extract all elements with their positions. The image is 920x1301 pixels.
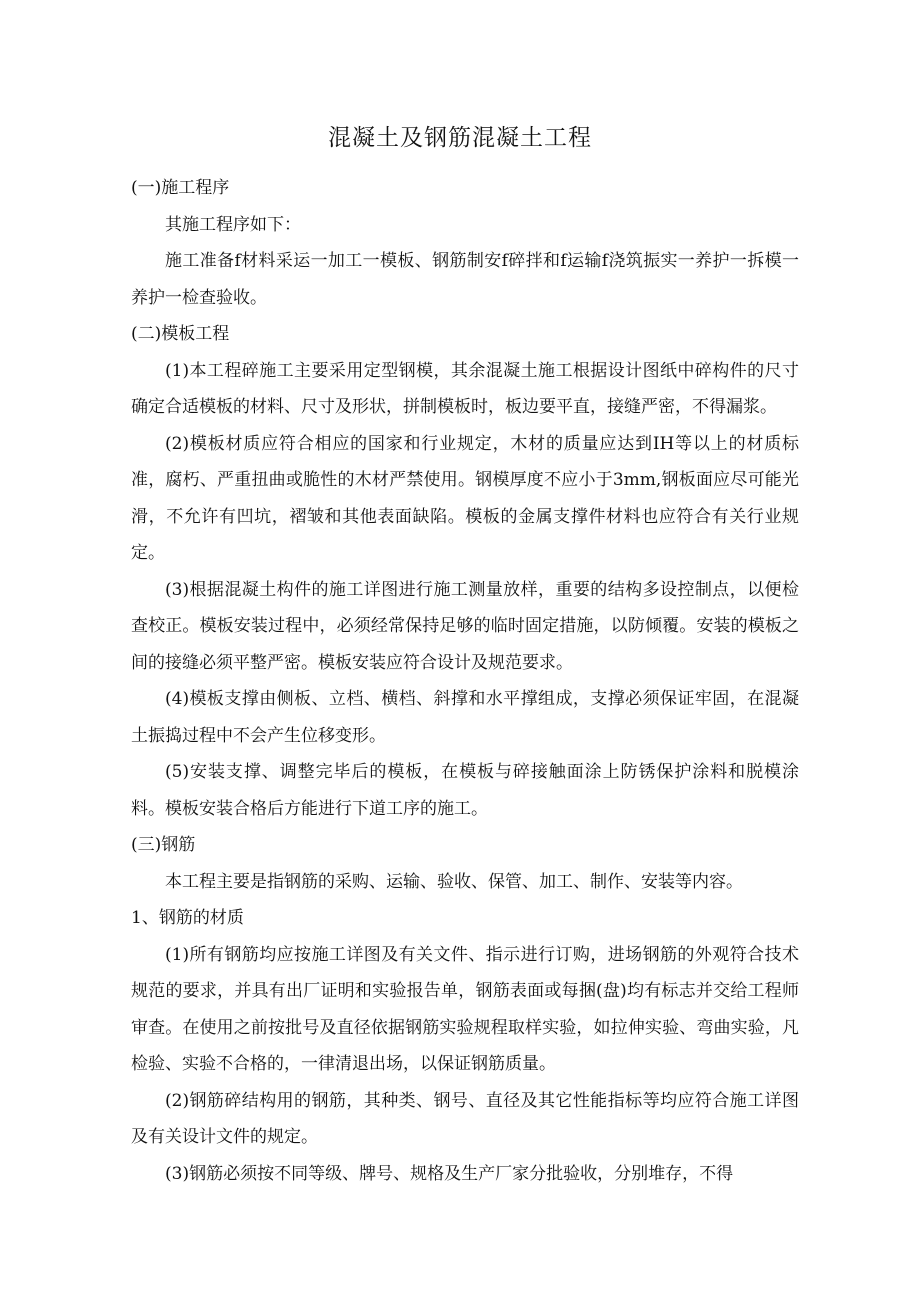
subsection-heading-rebar-material: 1、钢筋的材质 (131, 908, 244, 928)
section-heading-procedure: (一)施工程序 (131, 178, 230, 198)
document-body (131, 170, 799, 1192)
section-heading-rebar: (三)钢筋 (131, 835, 196, 855)
paragraph: (2)钢筋碎结构用的钢筋，其种类、钢号、直径及其它性能指标等均应符合施工详图及有关设计文件的规定。 (131, 1090, 799, 1147)
paragraph: 本工程主要是指钢筋的采购、运输、验收、保管、加工、制作、安装等内容。 (165, 871, 743, 892)
paragraph: (1)所有钢筋均应按施工详图及有关文件、指示进行订购，进场钢筋的外观符合技术规范的要求，并具有出厂证明和实验报告单，钢筋表面或每捆(盘)均有标志并交给工程师审查。在使用之前按批号及直径依据钢筋实验规程取样实验，如拉伸实验、弯曲实验，凡检验、实验不合格的，一律清退出场，以保证钢筋质量。 (131, 944, 799, 1074)
paragraph: 其施工程序如下： (165, 214, 301, 235)
paragraph: (2)模板材质应符合相应的国家和行业规定，木材的质量应达到IH等以上的材质标准，腐朽、严重扭曲或脆性的木材严禁使用。钢模厚度不应小于3mm,钢板面应尽可能光滑，不允许有凹坑，褶皱和其他表面缺陷。模板的金属支撑件材料也应符合有关行业规定。 (131, 433, 799, 563)
section-heading-formwork: (二)模板工程 (131, 324, 230, 344)
document-title: 混凝土及钢筋混凝土工程 (328, 125, 592, 151)
paragraph: (5)安装支撑、调整完毕后的模板，在模板与碎接触面涂上防锈保护涂料和脱模涂料。模板安装合格后方能进行下道工序的施工。 (131, 762, 799, 819)
paragraph: (3)钢筋必须按不同等级、牌号、规格及生产厂家分批验收，分别堆存，不得 (165, 1163, 734, 1184)
paragraph: (4)模板支撑由侧板、立档、横档、斜撑和水平撑组成，支撑必须保证牢固，在混凝土振捣过程中不会产生位移变形。 (131, 689, 799, 746)
paragraph: (1)本工程碎施工主要采用定型钢模，其余混凝土施工根据设计图纸中碎构件的尺寸确定合适模板的材料、尺寸及形状，拼制模板时，板边要平直，接缝严密，不得漏浆。 (131, 360, 799, 417)
paragraph: 施工准备f材料采运一加工一模板、钢筋制安f碎拌和f运输f浇筑振实一养护一拆模一养护一检查验收。 (131, 251, 799, 308)
paragraph: (3)根据混凝土构件的施工详图进行施工测量放样，重要的结构多设控制点，以便检查校正。模板安装过程中，必须经常保持足够的临时固定措施，以防倾覆。安装的模板之间的接缝必须平整严密。模板安装应符合设计及规范要求。 (131, 579, 799, 673)
